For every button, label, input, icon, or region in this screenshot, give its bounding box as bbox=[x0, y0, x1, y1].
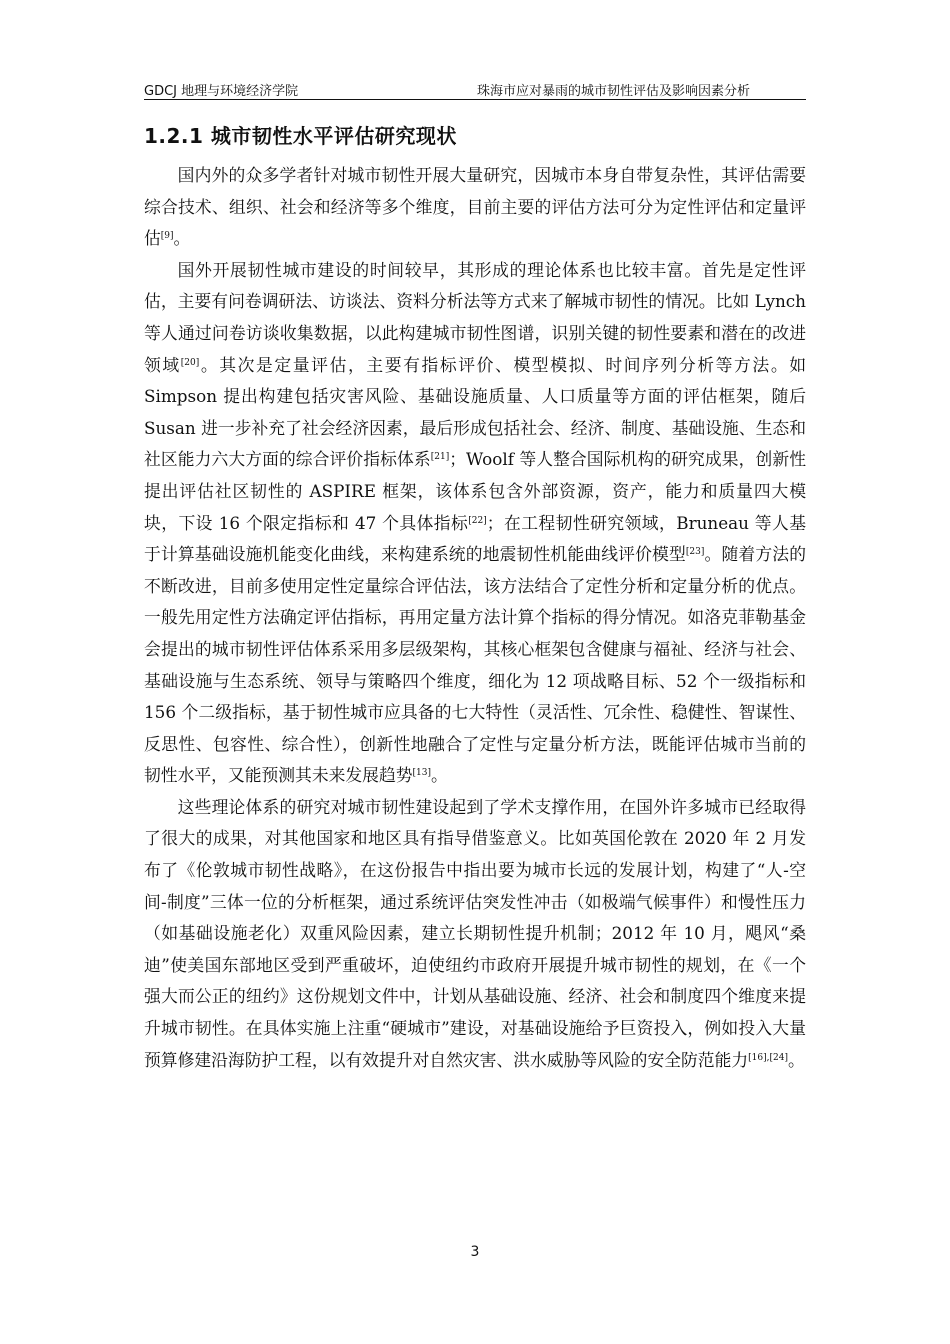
paragraph-text: 。 bbox=[787, 1049, 805, 1070]
page-number: 3 bbox=[470, 1244, 480, 1260]
citation-ref: [13] bbox=[412, 768, 431, 779]
paragraph-text: ；在工程韧性研究领域，Bruneau 等人基于计算基础设施机能变化曲线，来构建系统的地震韧性机能曲线评价模型 bbox=[144, 512, 806, 565]
paragraph-2 bbox=[144, 255, 806, 792]
citation-ref: [23] bbox=[685, 547, 705, 558]
paragraph-1 bbox=[144, 160, 806, 255]
section-heading: 1.2.1 城市韧性水平评估研究现状 bbox=[144, 124, 457, 148]
citation-ref: [20] bbox=[180, 357, 200, 368]
body-text bbox=[144, 160, 806, 1076]
paragraph-text: 。其次是定量评估，主要有指标评价、模型模拟、时间序列分析等方法。如 Simpson 提出构建包括灾害风险、基础设施质量、人口质量等方面的评估框架，随后 Susan 进一步补充了社会经济因素，最后形成包括社会、经济、制度、基础设施、生态和社区能力六大方面的综合评价指标体系 bbox=[144, 354, 806, 470]
citation-ref: [9] bbox=[160, 231, 174, 242]
running-header bbox=[144, 78, 806, 98]
paragraph-3 bbox=[144, 792, 806, 1076]
citation-ref: [21] bbox=[430, 452, 450, 463]
paragraph-text: 国外开展韧性城市建设的时间较早，其形成的理论体系也比较丰富。首先是定性评估，主要有问卷调研法、访谈法、资料分析法等方式来了解城市韧性的情况。比如 Lynch 等人通过问卷访谈收集数据，以此构建城市韧性图谱，识别关键的韧性要素和潜在的改进领域 bbox=[144, 259, 806, 375]
citation-ref: [16],[24] bbox=[748, 1052, 788, 1063]
header-rule bbox=[144, 99, 806, 100]
paragraph-text: 。 bbox=[173, 228, 191, 249]
paragraph-text: 。 bbox=[431, 765, 448, 786]
paragraph-text: 。随着方法的不断改进，目前多使用定性定量综合评估法，该方法结合了定性分析和定量分析的优点。一般先用定性方法确定评估指标，再用定量方法计算个指标的得分情况。如洛克菲勒基金会提出的城市韧性评估体系采用多层级架构，其核心框架包含健康与福祉、经济与社会、基础设施与生态系统、领导与策略四个维度，细化为 12 项战略目标、52 个一级指标和 156 个二级指标，基于韧性城市应具备的七大特性（灵活性、冗余性、稳健性、智谋性、反思性、包容性、综合性），创新性地融合了定性与定量分析方法，既能评估城市当前的韧性水平，又能预测其未来发展趋势 bbox=[144, 544, 806, 786]
paragraph-text: ；Woolf 等人整合国际机构的研究成果，创新性提出评估社区韧性的 ASPIRE 框架，该体系包含外部资源，资产，能力和质量四大模块，下设 16 个限定指标和 47 个具体指标 bbox=[144, 449, 806, 533]
paragraph-text: 国内外的众多学者针对城市韧性开展大量研究，因城市本身自带复杂性，其评估需要综合技术、组织、社会和经济等多个维度，目前主要的评估方法可分为定性评估和定量评估 bbox=[144, 165, 806, 249]
header-paper-title: 珠海市应对暴雨的城市韧性评估及影响因素分析 bbox=[476, 84, 750, 99]
citation-ref: [22] bbox=[468, 515, 487, 526]
paragraph-text: 这些理论体系的研究对城市韧性建设起到了学术支撑作用，在国外许多城市已经取得了很大的成果，对其他国家和地区具有指导借鉴意义。比如英国伦敦在 2020 年 2 月发布了《伦敦城市韧性战略》，在这份报告中指出要为城市长远的发展计划，构建了“人-空间-制度”三体一位的分析框架，通过系统评估突发性冲击（如极端气候事件）和慢性压力（如基础设施老化）双重风险因素，建立长期韧性提升机制；2012 年 10 月，飓风“桑迪”使美国东部地区受到严重破坏，迫使纽约市政府开展提升城市韧性的规划，在《一个强大而公正的纽约》这份规划文件中，计划从基础设施、经济、社会和制度四个维度来提升城市韧性。在具体实施上注重“硬城市”建设，对基础设施给予巨资投入，例如投入大量预算修建沿海防护工程，以有效提升对自然灾害、洪水威胁等风险的安全防范能力 bbox=[144, 796, 806, 1070]
header-institution: GDCJ 地理与环境经济学院 bbox=[144, 84, 299, 99]
